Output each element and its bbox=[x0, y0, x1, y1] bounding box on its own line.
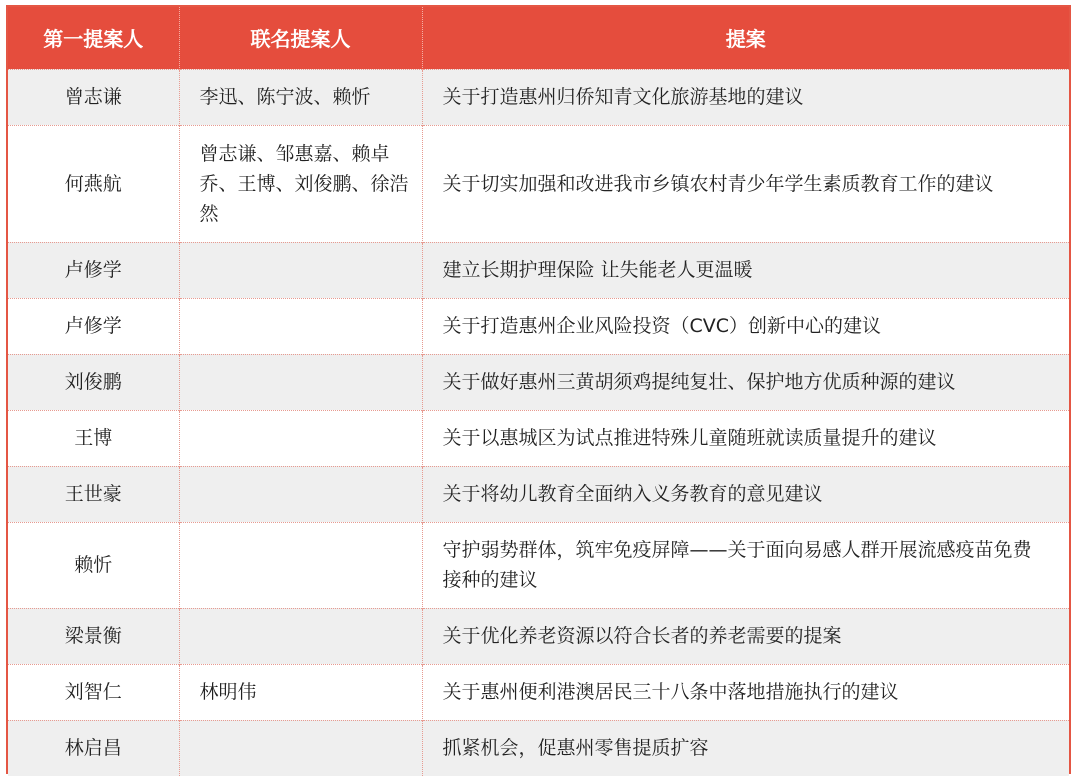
cosigners-cell: 曾志谦、邹惠嘉、赖卓乔、王博、刘俊鹏、徐浩然 bbox=[179, 125, 422, 242]
proposal-table bbox=[8, 7, 1069, 776]
lead-proposer-cell: 卢修学 bbox=[8, 242, 179, 298]
table-row bbox=[8, 410, 1069, 466]
lead-proposer-cell: 王博 bbox=[8, 410, 179, 466]
table-row bbox=[8, 69, 1069, 125]
cosigners-cell bbox=[179, 608, 422, 664]
cosigners-cell bbox=[179, 298, 422, 354]
cosigners-cell bbox=[179, 522, 422, 608]
cosigners-cell bbox=[179, 466, 422, 522]
table-row bbox=[8, 125, 1069, 242]
lead-proposer-cell: 林启昌 bbox=[8, 720, 179, 776]
proposal-cell: 关于打造惠州企业风险投资（CVC）创新中心的建议 bbox=[422, 298, 1069, 354]
header-lead-proposer: 第一提案人 bbox=[43, 27, 144, 52]
cosigners-cell bbox=[179, 720, 422, 776]
proposal-cell: 抓紧机会，促惠州零售提质扩容 bbox=[422, 720, 1069, 776]
lead-proposer-cell: 何燕航 bbox=[8, 125, 179, 242]
header-cosigners: 联名提案人 bbox=[179, 7, 422, 69]
proposal-cell: 关于打造惠州归侨知青文化旅游基地的建议 bbox=[422, 69, 1069, 125]
lead-proposer-cell: 梁景衡 bbox=[8, 608, 179, 664]
proposal-cell: 守护弱势群体，筑牢免疫屏障——关于面向易感人群开展流感疫苗免费接种的建议 bbox=[422, 522, 1069, 608]
lead-proposer-cell: 卢修学 bbox=[8, 298, 179, 354]
header-proposal: 提案 bbox=[422, 7, 1069, 69]
lead-proposer-cell: 赖忻 bbox=[8, 522, 179, 608]
cosigners-cell: 李迅、陈宁波、赖忻 bbox=[179, 69, 422, 125]
proposal-table-frame bbox=[6, 5, 1071, 774]
table-row bbox=[8, 242, 1069, 298]
proposal-cell: 建立长期护理保险 让失能老人更温暖 bbox=[422, 242, 1069, 298]
lead-proposer-cell: 刘俊鹏 bbox=[8, 354, 179, 410]
lead-proposer-cell: 曾志谦 bbox=[8, 69, 179, 125]
table-row bbox=[8, 466, 1069, 522]
table-row bbox=[8, 608, 1069, 664]
proposal-cell: 关于以惠城区为试点推进特殊儿童随班就读质量提升的建议 bbox=[422, 410, 1069, 466]
cosigners-cell bbox=[179, 354, 422, 410]
cosigners-cell bbox=[179, 410, 422, 466]
table-row bbox=[8, 522, 1069, 608]
proposal-cell: 关于优化养老资源以符合长者的养老需要的提案 bbox=[422, 608, 1069, 664]
table-header-row bbox=[8, 7, 1069, 69]
proposal-cell: 关于惠州便利港澳居民三十八条中落地措施执行的建议 bbox=[422, 664, 1069, 720]
proposal-cell: 关于切实加强和改进我市乡镇农村青少年学生素质教育工作的建议 bbox=[422, 125, 1069, 242]
table-row bbox=[8, 354, 1069, 410]
lead-proposer-cell: 王世豪 bbox=[8, 466, 179, 522]
proposal-cell: 关于做好惠州三黄胡须鸡提纯复壮、保护地方优质种源的建议 bbox=[422, 354, 1069, 410]
cosigners-cell: 林明伟 bbox=[179, 664, 422, 720]
proposal-cell: 关于将幼儿教育全面纳入义务教育的意见建议 bbox=[422, 466, 1069, 522]
table-row bbox=[8, 720, 1069, 776]
lead-proposer-cell: 刘智仁 bbox=[8, 664, 179, 720]
cosigners-cell bbox=[179, 242, 422, 298]
table-row bbox=[8, 298, 1069, 354]
table-row bbox=[8, 664, 1069, 720]
